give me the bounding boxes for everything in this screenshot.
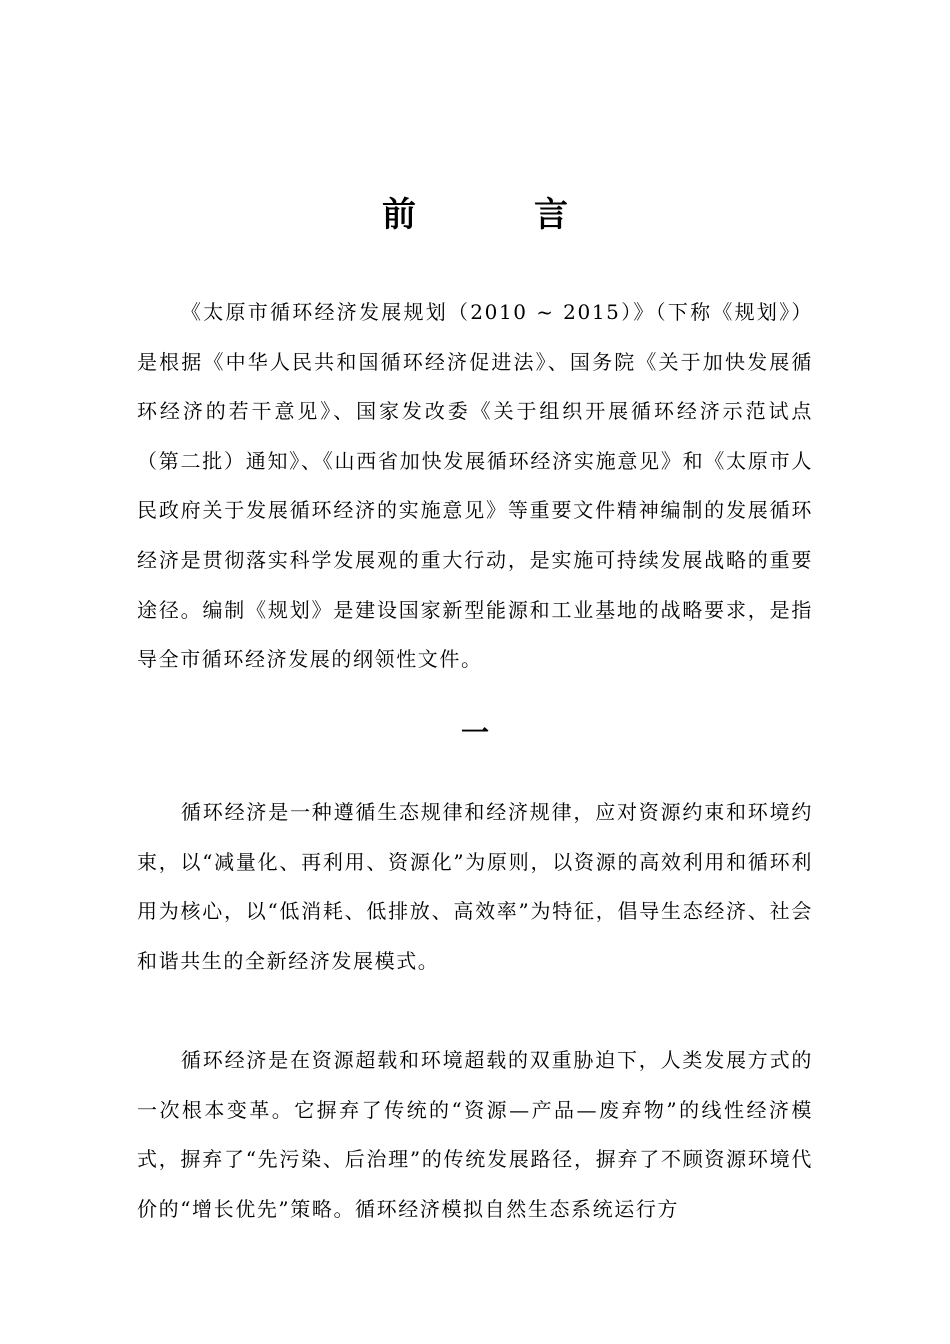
section-heading: 一 (460, 716, 489, 749)
body-paragraph-2: 循环经济是在资源超载和环境超载的双重胁迫下，人类发展方式的一次根本变革。它摒弃了传统的“资源—产品—废弃物”的线性经济模式，摒弃了“先污染、后治理”的传统发展路径，摒弃了不顾资源环境代价的“增长优先”策略。循环经济模拟自然生态系统运行方 (137, 1048, 813, 1221)
intro-paragraph: 《太原市循环经济发展规划（2010 ~ 2015）》（下称《规划》）是根据《中华人民共和国循环经济促进法》、国务院《关于加快发展循环经济的若干意见》、国家发改委《关于组织开展循环经济示范试点（第二批）通知》、《山西省加快发展循环经济实施意见》和《太原市人民政府关于发展循环经济的实施意见》等重要文件精神编制的发展循环经济是贯彻落实科学发展观的重大行动，是实施可持续发展战略的重要途径。编制《规划》是建设国家新型能源和工业基地的战略要求，是指导全市循环经济发展的纲领性文件。 (137, 300, 813, 672)
body-paragraph-1: 循环经济是一种遵循生态规律和经济规律，应对资源约束和环境约束，以“减量化、再利用、资源化”为原则，以资源的高效利用和循环利用为核心，以“低消耗、低排放、高效率”为特征，倡导生态经济、社会和谐共生的全新经济发展模式。 (137, 800, 813, 973)
page-title: 前 言 (382, 195, 610, 235)
